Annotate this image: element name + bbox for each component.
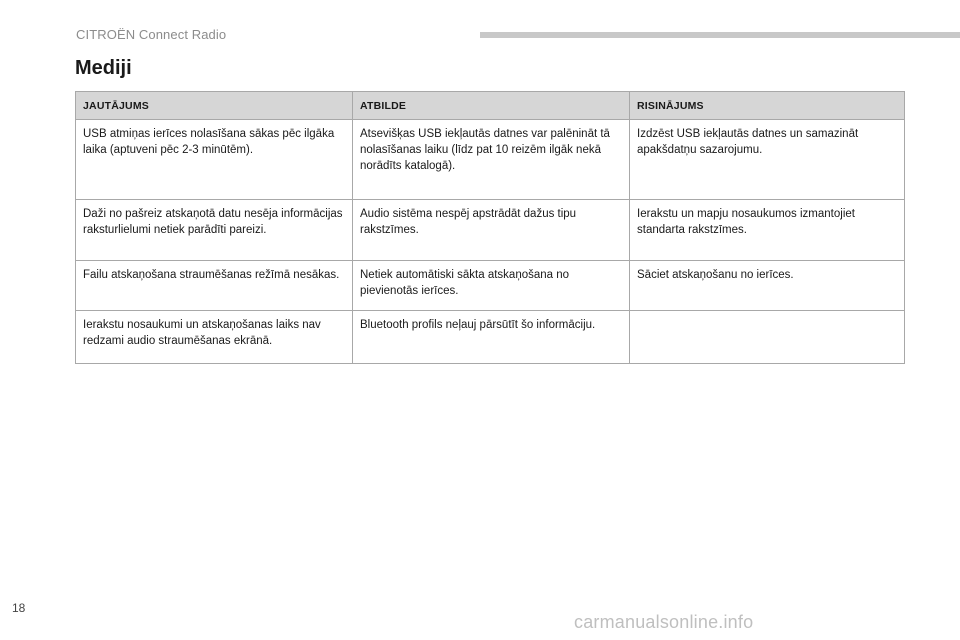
answer-cell: Audio sistēma nespēj apstrādāt dažus tipu rakstzīmes.: [353, 200, 630, 261]
header-bar: [480, 32, 960, 38]
question-cell: USB atmiņas ierīces nolasīšana sākas pēc ilgāka laika (aptuveni pēc 2-3 minūtēm).: [76, 120, 353, 200]
column-header-answer: ATBILDE: [353, 92, 630, 120]
page-title: Mediji: [75, 57, 132, 79]
question-cell: Ierakstu nosaukumi un atskaņošanas laiks nav redzami audio straumēšanas ekrānā.: [76, 311, 353, 364]
faq-table: [75, 91, 905, 364]
question-cell: Daži no pašreiz atskaņotā datu nesēja informācijas raksturlielumi netiek parādīti pareizi.: [76, 200, 353, 261]
answer-cell: Netiek automātiski sākta atskaņošana no pievienotās ierīces.: [353, 261, 630, 311]
watermark: carmanualsonline.info: [574, 612, 754, 632]
table-row: [76, 311, 905, 364]
table-row: [76, 200, 905, 261]
table-row: [76, 120, 905, 200]
header-title: CITROËN Connect Radio: [76, 27, 227, 42]
answer-cell: Bluetooth profils neļauj pārsūtīt šo informāciju.: [353, 311, 630, 364]
question-cell: Failu atskaņošana straumēšanas režīmā nesākas.: [76, 261, 353, 311]
solution-cell: Izdzēst USB iekļautās datnes un samazināt apakšdatņu sazarojumu.: [630, 120, 905, 200]
column-header-question: JAUTĀJUMS: [76, 92, 353, 120]
table-header-row: [76, 92, 905, 120]
column-header-solution: RISINĀJUMS: [630, 92, 905, 120]
table-row: [76, 261, 905, 311]
answer-cell: Atsevišķas USB iekļautās datnes var palēnināt tā nolasīšanas laiku (līdz pat 10 reizēm ilgāk nekā norādīts katalogā).: [353, 120, 630, 200]
solution-cell: Ierakstu un mapju nosaukumos izmantojiet standarta rakstzīmes.: [630, 200, 905, 261]
solution-cell: [630, 311, 905, 364]
page-number: 18: [12, 601, 26, 615]
solution-cell: Sāciet atskaņošanu no ierīces.: [630, 261, 905, 311]
